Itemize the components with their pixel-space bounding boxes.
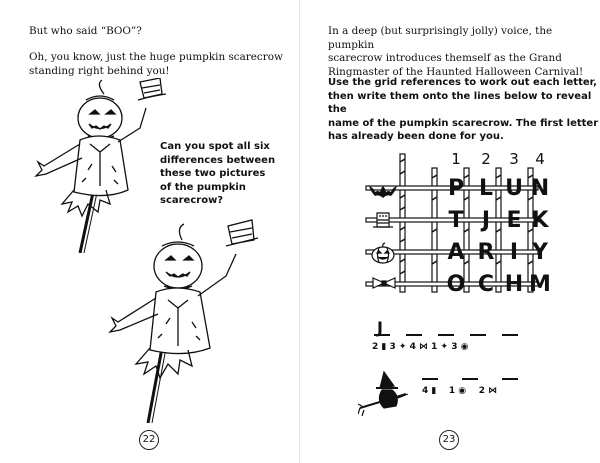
clue-number: 1 xyxy=(431,342,438,352)
grid-column-4-number: 4 xyxy=(535,150,545,168)
pumpkin-icon: ◉ xyxy=(457,342,469,352)
answer-lines-row-2[interactable] xyxy=(418,374,528,384)
clue-number: 3 xyxy=(451,342,458,352)
question-line-1: Can you spot all six xyxy=(160,141,270,152)
clue-number: 1 xyxy=(448,386,456,396)
clue-number: 4 xyxy=(422,386,429,396)
grid-cell-r2c4: K xyxy=(531,208,549,233)
grid-column-1-number: 1 xyxy=(451,150,461,168)
page-number-right: 23 xyxy=(439,430,459,450)
clue-number: 2 xyxy=(372,342,379,352)
intro-line-1: In a deep (but surprisingly jolly) voice, the pumpkin xyxy=(328,25,553,51)
question-line-5: scarecrow? xyxy=(160,195,224,207)
grid-cell-r2c3: E xyxy=(506,208,522,233)
grid-column-2-number: 2 xyxy=(481,150,491,168)
right-page xyxy=(300,0,600,463)
grid-cell-r4c3: H xyxy=(504,272,524,297)
bat-icon: ✦ xyxy=(395,342,410,352)
grid-cell-r1c3: U xyxy=(505,176,523,201)
bat-icon: ✦ xyxy=(437,342,452,352)
ringmaster-intro xyxy=(328,25,600,79)
grid-cell-r1c4: N xyxy=(530,176,550,201)
grid-cell-r2c2: J xyxy=(481,208,491,233)
scarecrow-picture-bottom xyxy=(100,218,270,423)
instruction-line-2: then write them onto the lines below to reveal the xyxy=(328,90,592,116)
intro-line-scarecrow-b: standing right behind you! xyxy=(29,65,170,77)
grid-cell-r4c1: O xyxy=(446,272,466,297)
intro-line-boo: But who said “BOO”? xyxy=(29,25,142,37)
hat-icon: ▮ xyxy=(378,342,390,352)
clue-number: 4 xyxy=(409,342,416,352)
grid-cell-r2c1: T xyxy=(448,208,464,233)
grid-cell-r3c4: Y xyxy=(532,240,548,265)
pumpkin-icon: ◉ xyxy=(455,386,470,396)
question-line-4: of the pumpkin xyxy=(160,181,246,193)
witch-on-broom-picture xyxy=(358,368,416,418)
grid-cell-r3c1: A xyxy=(447,240,465,265)
instruction-line-1: Use the grid references to work out each letter, xyxy=(328,77,597,88)
question-line-3: these two pictures xyxy=(160,168,266,180)
bow-tie-icon: ⋈ xyxy=(415,342,432,352)
grid-cell-r3c3: I xyxy=(509,240,519,265)
grid-cell-r3c2: R xyxy=(477,240,495,265)
intro-line-2: scarecrow introduces themself as the Grand xyxy=(328,52,562,64)
intro-line-3: Ringmaster of the Haunted Halloween Carnival! xyxy=(328,65,584,78)
clue-number: 2 xyxy=(478,386,485,396)
grid-cell-r4c4: M xyxy=(529,272,551,297)
grid-instructions xyxy=(328,76,600,144)
bat-icon xyxy=(368,182,398,198)
instruction-line-3: name of the pumpkin scarecrow. The first letter xyxy=(328,117,599,129)
top-hat-icon xyxy=(372,210,394,232)
bow-tie-icon: ⋈ xyxy=(484,386,498,396)
instruction-line-4: has already been done for you. xyxy=(328,131,504,143)
hat-icon: ▮ xyxy=(428,386,440,396)
question-line-2: differences between xyxy=(160,154,276,166)
grid-column-3-number: 3 xyxy=(509,150,519,168)
answer-first-letter: J xyxy=(377,318,383,337)
intro-line-scarecrow-a: Oh, you know, just the huge pumpkin scarecrow xyxy=(29,51,283,63)
clue-number: 3 xyxy=(389,342,396,352)
clue-row-1 xyxy=(372,342,468,352)
bow-tie-icon xyxy=(372,276,396,290)
grid-cell-r1c2: L xyxy=(478,176,494,201)
clue-row-2 xyxy=(422,386,497,396)
grid-cell-r4c2: C xyxy=(477,272,495,297)
page-number-left: 22 xyxy=(139,430,159,450)
pumpkin-icon xyxy=(370,242,396,264)
grid-cell-r1c1: P xyxy=(447,176,465,201)
